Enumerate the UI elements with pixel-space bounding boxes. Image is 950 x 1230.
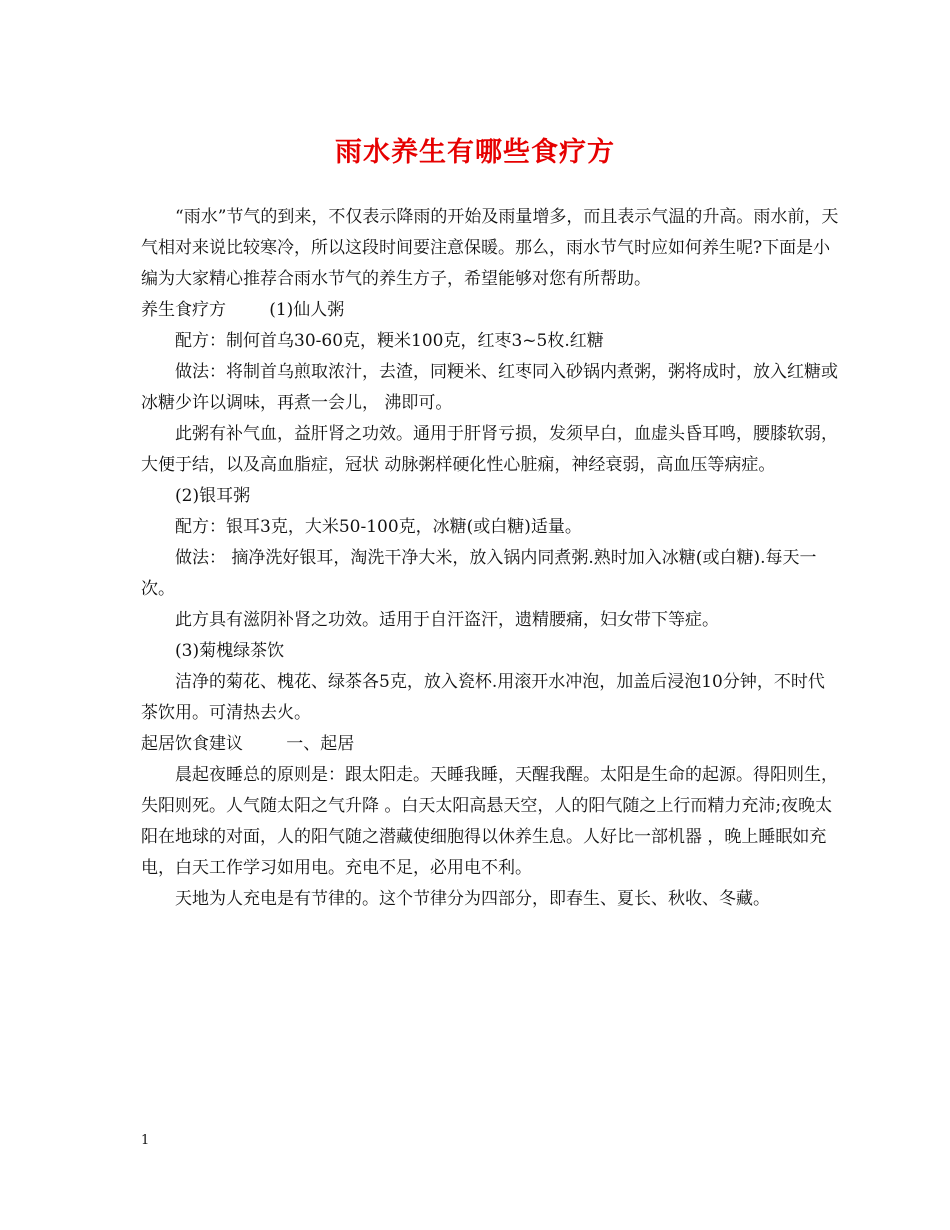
paragraph: 此方具有滋阴补肾之功效。适用于自汗盗汗，遗精腰痛，妇女带下等症。 — [175, 610, 719, 630]
paragraph: 此粥有补气血，益肝肾之功效。通用于肝肾亏损，发须早白，血虚头昏耳鸣，腰膝软弱，大便于结，以及高血脂症，冠状 动脉粥样硬化性心脏痫，神经衰弱，高血压等病症。 — [141, 424, 838, 475]
paragraph: “雨水”节气的到来，不仅表示降雨的开始及雨量增多，而且表示气温的升高。雨水前，天气相对来说比较寒冷，所以这段时间要注意保暖。那么，雨水节气时应如何养生呢?下面是小编为大家精心推荐合雨水节气的养生方子，希望能够对您有所帮助。 — [141, 207, 839, 289]
page-number: 1 — [141, 1133, 150, 1148]
paragraph: 配方：制何首乌30-60克，粳米100克，红枣3~5枚.红糖 — [175, 331, 604, 351]
paragraph: 天地为人充电是有节律的。这个节律分为四部分，即春生、夏长、秋收、冬藏。 — [175, 889, 770, 909]
subheading: (3)菊槐绿茶饮 — [175, 641, 285, 661]
paragraph: 配方：银耳3克，大米50-100克，冰糖(或白糖)适量。 — [175, 517, 582, 537]
paragraph: 做法： 摘净洗好银耳，淘洗干净大米，放入锅内同煮粥.熟时加入冰糖(或白糖).每天一次。 — [141, 548, 817, 599]
section-heading: 养生食疗方 (1)仙人粥 — [141, 300, 345, 320]
document-body — [141, 202, 841, 915]
document-title: 雨水养生有哪些食疗方 — [335, 137, 615, 168]
subheading: (2)银耳粥 — [175, 486, 251, 506]
paragraph: 晨起夜睡总的原则是：跟太阳走。天睡我睡，天醒我醒。太阳是生命的起源。得阳则生，失阳则死。人气随太阳之气升降 。白天太阳高悬天空，人的阳气随之上行而精力充沛;夜晚太阳在地球的对面，人的阳气随之潜藏使细胞得以休养生息。人好比一部机器 ，晚上睡眠如充电，白天工作学习如用电。充电不足，必用电不利。 — [141, 765, 838, 878]
section-heading: 起居饮食建议 一、起居 — [141, 734, 355, 754]
paragraph: 做法：将制首乌煎取浓汁，去渣，同粳米、红枣同入砂锅内煮粥，粥将成时，放入红糖或冰糖少许以调味，再煮一会儿， 沸即可。 — [141, 362, 838, 413]
paragraph: 洁净的菊花、槐花、绿茶各5克，放入瓷杯.用滚开水冲泡，加盖后浸泡10分钟，不时代茶饮用。可清热去火。 — [141, 672, 825, 723]
